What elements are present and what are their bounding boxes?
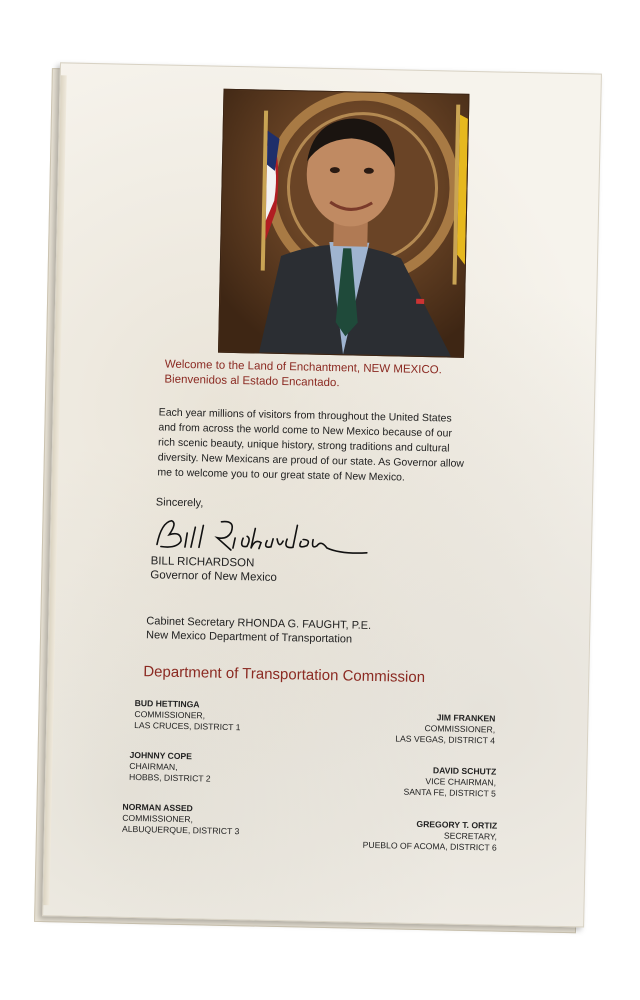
member-role: VICE CHAIRMAN, [425, 776, 497, 788]
body-line: rich scenic beauty, unique history, strong traditions and cultural [157, 436, 450, 455]
commission-member [395, 711, 495, 746]
member-district: LAS CRUCES, DISTRICT 1 [134, 719, 241, 733]
governor-portrait-illustration [219, 90, 468, 357]
member-role: COMMISSIONER, [134, 708, 206, 721]
member-name: NORMAN ASSED [122, 801, 193, 814]
member-name: JIM FRANKEN [436, 712, 496, 724]
commission-member [134, 698, 241, 733]
member-name: JOHNNY COPE [129, 749, 193, 762]
welcome-line-english: Welcome to the Land of Enchantment, NEW MEXICO. [164, 358, 443, 377]
body-line: me to welcome you to our great state of New Mexico. [157, 466, 406, 484]
welcome-letter-body [157, 405, 543, 488]
governor-name: BILL RICHARDSON [150, 555, 255, 570]
member-role: COMMISSIONER, [122, 812, 194, 825]
member-name: DAVID SCHUTZ [432, 765, 497, 777]
governor-signature [151, 512, 372, 561]
governor-portrait [218, 89, 469, 358]
member-district: SANTA FE, DISTRICT 5 [403, 786, 496, 799]
commission-member [129, 750, 211, 785]
body-line: Each year millions of visitors from throughout the United States [158, 406, 452, 425]
commission-member [363, 818, 498, 854]
member-name: GREGORY T. ORTIZ [416, 818, 498, 831]
member-district: LAS VEGAS, DISTRICT 4 [395, 733, 496, 746]
welcome-message [164, 358, 442, 394]
body-line: and from across the world come to New Mexico because of our [158, 421, 453, 440]
commission-heading: Department of Transportation Commission [143, 663, 426, 687]
commission-member [122, 802, 240, 837]
body-line: diversity. New Mexicans are proud of our state. As Governor allow [157, 451, 465, 470]
brochure-page [42, 62, 602, 927]
member-district: ALBUQUERQUE, DISTRICT 3 [121, 823, 240, 837]
brochure [42, 62, 605, 933]
governor-name-block [150, 554, 277, 585]
member-district: PUEBLO OF ACOMA, DISTRICT 6 [362, 839, 497, 853]
member-role: CHAIRMAN, [129, 760, 178, 772]
member-role: SECRETARY, [443, 830, 498, 842]
cabinet-secretary-name: Cabinet Secretary RHONDA G. FAUGHT, P.E. [146, 615, 372, 632]
cabinet-secretary-block [146, 614, 371, 647]
member-name: BUD HETTINGA [134, 697, 200, 710]
department-name: New Mexico Department of Transportation [145, 629, 353, 646]
member-district: HOBBS, DISTRICT 2 [129, 771, 211, 784]
welcome-line-spanish: Bienvenidos al Estado Encantado. [164, 373, 340, 390]
member-role: COMMISSIONER, [424, 723, 496, 735]
closing-sincerely: Sincerely, [155, 496, 204, 510]
commission-member [403, 765, 496, 800]
governor-title: Governor of New Mexico [150, 569, 277, 584]
